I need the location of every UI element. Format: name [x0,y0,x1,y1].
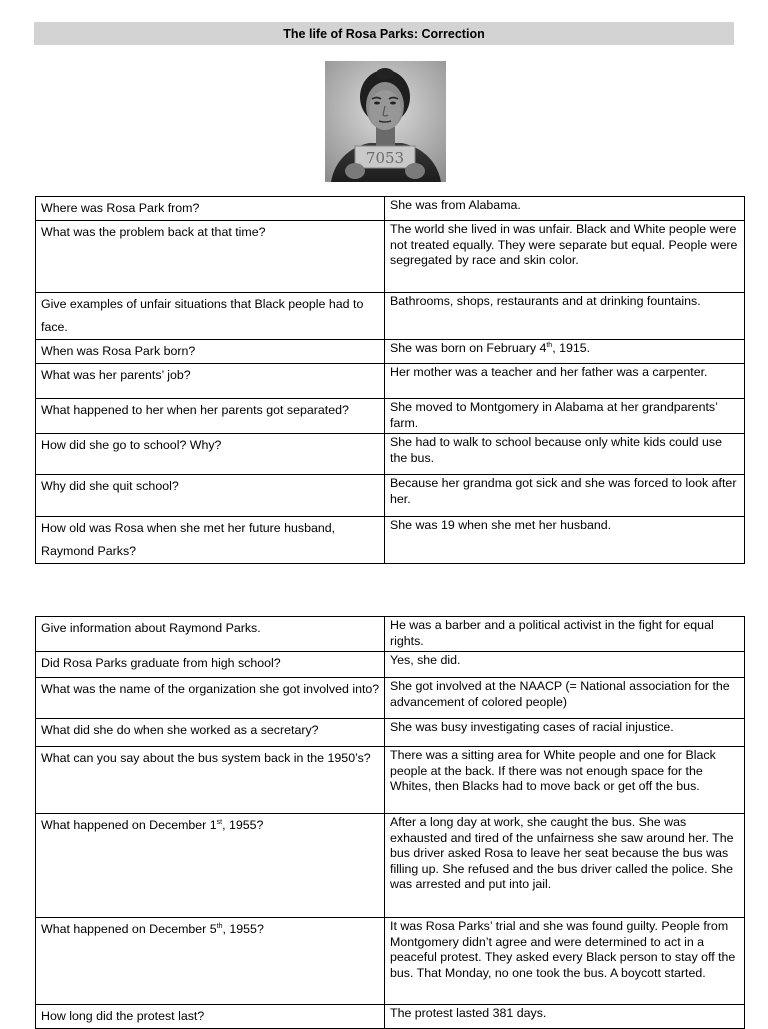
question-cell: How old was Rosa when she met her future husband, Raymond Parks? [36,517,385,564]
table-row [36,678,745,719]
answer-cell: Bathrooms, shops, restaurants and at drinking fountains. [385,293,745,340]
answer-cell: The protest lasted 381 days. [385,1005,745,1029]
table-row [36,617,745,652]
question-text: What happened on December 1 [41,818,217,832]
table-row [36,475,745,517]
table-row [36,340,745,364]
answer-cell: She had to walk to school because only white kids could use the bus. [385,434,745,475]
answer-cell: Yes, she did. [385,652,745,678]
question-cell: What was her parents’ job? [36,364,385,399]
table-row [36,1005,745,1029]
table-row [36,197,745,221]
answer-cell: There was a sitting area for White people and one for Black people at the back. If there was not enough space for the Whites, then Blacks had to move back or get off the bus. [385,747,745,814]
question-cell: When was Rosa Park born? [36,340,385,364]
rosa-parks-photo [325,61,446,182]
question-cell: What was the name of the organization she got involved into? [36,678,385,719]
title-text: The life of Rosa Parks: Correction [283,26,485,41]
question-text: What happened on December 5 [41,922,217,936]
table-row [36,814,745,918]
table-row [36,719,745,747]
table-row [36,221,745,293]
question-cell: What did she do when she worked as a secretary? [36,719,385,747]
answer-cell: She was busy investigating cases of racial injustice. [385,719,745,747]
table-row [36,364,745,399]
document-title [34,22,734,45]
question-cell: Did Rosa Parks graduate from high school? [36,652,385,678]
portrait-image [325,61,446,182]
answer-text: , 1915. [552,341,591,355]
placard-number: 7053 [365,149,405,167]
table-row [36,517,745,564]
answer-cell: After a long day at work, she caught the bus. She was exhausted and tired of the unfairness she saw around her. The bus driver asked Rosa to leave her seat because the bus was filling up. She refused and the bus driver called the police. She was arrested and put into jail. [385,814,745,918]
answer-cell [385,340,745,364]
answer-cell: It was Rosa Parks’ trial and she was found guilty. People from Montgomery didn’t agree and were determined to act in a peaceful protest. They asked every Black person to stay off the bus. That Monday, no one took the bus. A boycott started. [385,918,745,1005]
table-row [36,918,745,1005]
question-cell: How long did the protest last? [36,1005,385,1029]
answer-cell: He was a barber and a political activist in the fight for equal rights. [385,617,745,652]
answer-cell: She was from Alabama. [385,197,745,221]
question-cell: Give information about Raymond Parks. [36,617,385,652]
question-cell: What happened to her when her parents got separated? [36,399,385,434]
question-cell: Where was Rosa Park from? [36,197,385,221]
answer-cell: She got involved at the NAACP (= National association for the advancement of colored people) [385,678,745,719]
question-cell: What can you say about the bus system back in the 1950’s? [36,747,385,814]
question-cell: Why did she quit school? [36,475,385,517]
answer-cell: She was 19 when she met her husband. [385,517,745,564]
question-cell: What was the problem back at that time? [36,221,385,293]
answer-cell: Because her grandma got sick and she was forced to look after her. [385,475,745,517]
table-row [36,434,745,475]
question-cell [36,918,385,1005]
ordinal-suffix: th [216,922,223,930]
question-cell: How did she go to school? Why? [36,434,385,475]
ordinal-suffix: th [546,341,553,349]
answer-cell: She moved to Montgomery in Alabama at her grandparents’ farm. [385,399,745,434]
table-row [36,652,745,678]
question-text: , 1955? [222,922,264,936]
question-text: , 1955? [222,818,264,832]
answer-cell: The world she lived in was unfair. Black and White people were not treated equally. They were separate but equal. People were segregated by race and skin color. [385,221,745,293]
table-row [36,747,745,814]
answer-text: She was born on February 4 [390,341,547,355]
qa-table-2 [35,616,745,1029]
table-row [36,399,745,434]
qa-table-1 [35,196,745,564]
question-cell [36,814,385,918]
question-cell: Give examples of unfair situations that Black people had to face. [36,293,385,340]
ordinal-suffix: st [216,818,223,826]
table-row [36,293,745,340]
answer-cell: Her mother was a teacher and her father was a carpenter. [385,364,745,399]
